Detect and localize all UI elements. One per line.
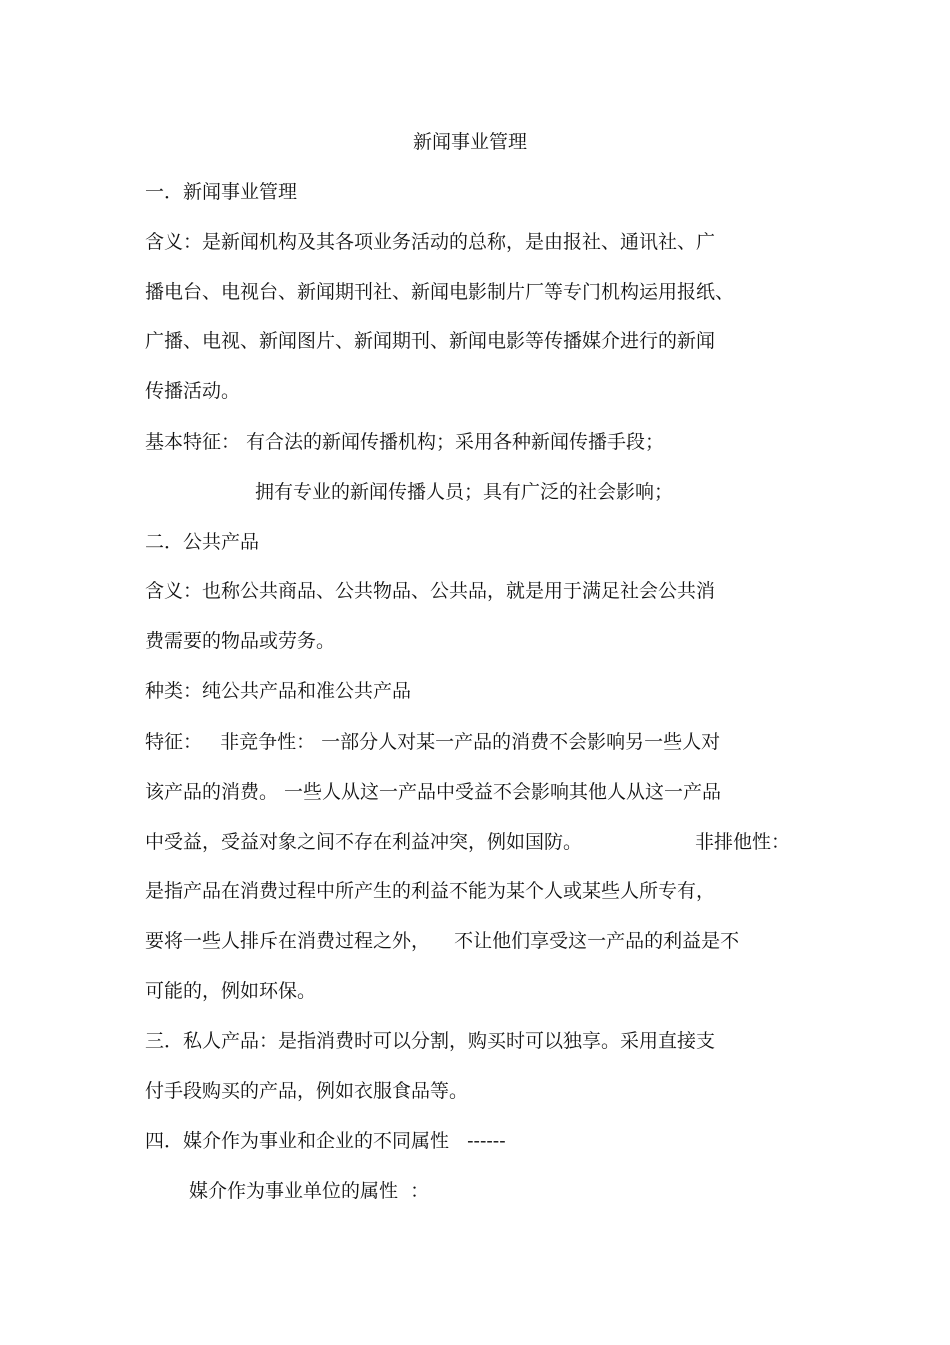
section-heading-2: 二．公共产品 (145, 531, 260, 553)
paragraph-line: 是指产品在消费过程中所产生的利益不能为某个人或某些人所专有， (145, 880, 716, 902)
paragraph-line: 要将一些人排斥在消费过程之外， 不让他们享受这一产品的利益是不 (145, 930, 740, 952)
paragraph-line: 含义：也称公共商品、公共物品、公共品，就是用于满足社会公共消 (145, 580, 716, 602)
page-title: 新闻事业管理 (412, 131, 527, 153)
paragraph-line: 付手段购买的产品，例如衣服食品等。 (145, 1080, 469, 1102)
section-heading-3: 三．私人产品：是指消费时可以分割，购买时可以独享。采用直接支 (145, 1030, 716, 1052)
paragraph-line: 可能的，例如环保。 (145, 980, 317, 1002)
paragraph-line: 该产品的消费。 一些人从这一产品中受益不会影响其他人从这一产品 (145, 781, 722, 803)
paragraph-line: 中受益，受益对象之间不存在利益冲突，例如国防。 (145, 831, 583, 853)
paragraph-line: 特征： 非竞争性： 一部分人对某一产品的消费不会影响另一些人对 (145, 731, 721, 753)
section-heading-4: 四．媒介作为事业和企业的不同属性 ------ (145, 1130, 506, 1152)
paragraph-line: 种类：纯公共产品和准公共产品 (145, 680, 412, 702)
paragraph-line: 费需要的物品或劳务。 (145, 630, 336, 652)
paragraph-line-indented: 媒介作为事业单位的属性 ： (189, 1180, 430, 1202)
paragraph-line-right-segment: 非排他性： (695, 831, 791, 853)
paragraph-line: 传播活动。 (145, 380, 241, 402)
paragraph-line: 基本特征： 有合法的新闻传播机构；采用各种新闻传播手段； (145, 431, 665, 453)
paragraph-line: 播电台、电视台、新闻期刊社、新闻电影制片厂等专门机构运用报纸、 (145, 281, 735, 303)
paragraph-line-indented: 拥有专业的新闻传播人员；具有广泛的社会影响； (255, 481, 674, 503)
section-heading-1: 一．新闻事业管理 (145, 181, 298, 203)
paragraph-line: 广播、电视、新闻图片、新闻期刊、新闻电影等传播媒介进行的新闻 (145, 330, 716, 352)
paragraph-line: 含义：是新闻机构及其各项业务活动的总称，是由报社、通讯社、广 (145, 231, 716, 253)
